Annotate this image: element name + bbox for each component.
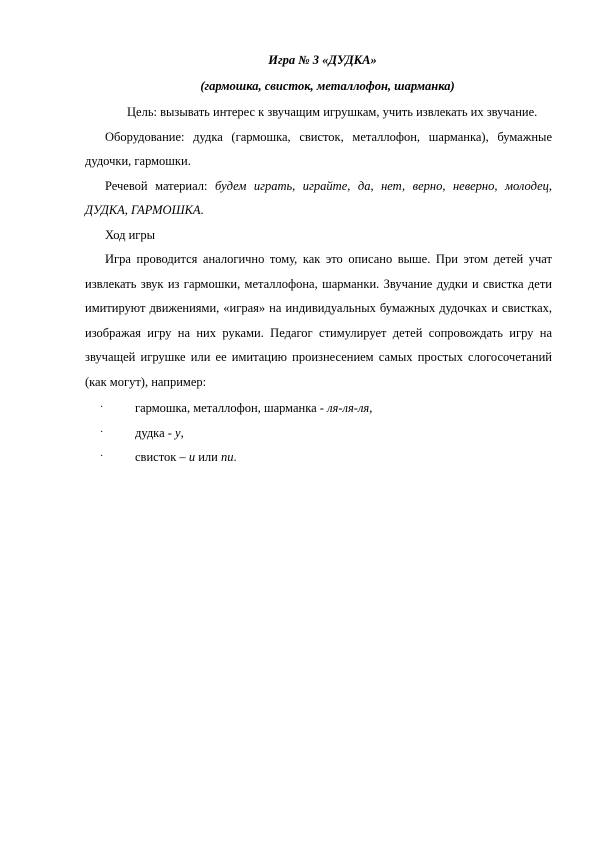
- list-item-sound: ля-ля-ля: [327, 401, 370, 415]
- equipment-paragraph: Оборудование: дудка (гармошка, свисток, металлофон, шарманка), бумажные дудочки, гармошки.: [85, 129, 552, 168]
- list-item-text: гармошка, металлофон, шарманка -: [135, 401, 328, 415]
- list-item: [85, 396, 552, 421]
- list-item-end: .: [233, 450, 237, 464]
- list-item-end: ,: [180, 425, 184, 440]
- speech-material-label: Речевой материал:: [105, 178, 215, 193]
- list-item-text: дудка -: [135, 425, 176, 440]
- list-item-text: свисток –: [135, 450, 189, 464]
- procedure-heading: Ход игры: [105, 227, 156, 242]
- list-item-sound: у: [175, 425, 181, 440]
- game-subtitle: (гармошка, свисток, металлофон, шарманка): [200, 79, 455, 93]
- speech-material-paragraph: [85, 174, 552, 223]
- bullet-icon: ·: [100, 451, 104, 462]
- speech-material-end: .: [200, 203, 204, 217]
- list-item-sound-2: пи: [220, 450, 234, 464]
- procedure-paragraph: Игра проводится аналогично тому, как это описано выше. При этом детей учат извлекать звук из гармошки, металлофона, шарманки. Звучание дудки и свистка дети имитируют движениями, «играя» на индивидуальных бумажных дудочках и свистках, изображая игру на них руками. Педагог стимулирует детей сопровождать игру на звучащей игрушке или ее имитацию произнесением самых простых слогосочетаний (как могут), например:: [85, 252, 552, 389]
- sound-list: [85, 396, 552, 470]
- speech-material-words: будем играть, играйте, да, нет, верно, неверно, молодец, ДУДКА, ГАРМОШКА: [85, 178, 553, 217]
- bullet-icon: ·: [100, 402, 104, 413]
- document-page: [85, 52, 552, 470]
- game-title: Игра № 3 «ДУДКА»: [268, 53, 377, 67]
- list-item-end: ,: [369, 401, 373, 415]
- list-item-mid: или: [195, 450, 221, 464]
- bullet-icon: ·: [100, 426, 104, 438]
- list-item: [85, 421, 552, 446]
- list-item-sound: и: [188, 450, 196, 464]
- goal-paragraph: Цель: вызывать интерес к звучащим игрушкам, учить извлекать их звучание.: [127, 105, 538, 119]
- list-item: [85, 445, 552, 470]
